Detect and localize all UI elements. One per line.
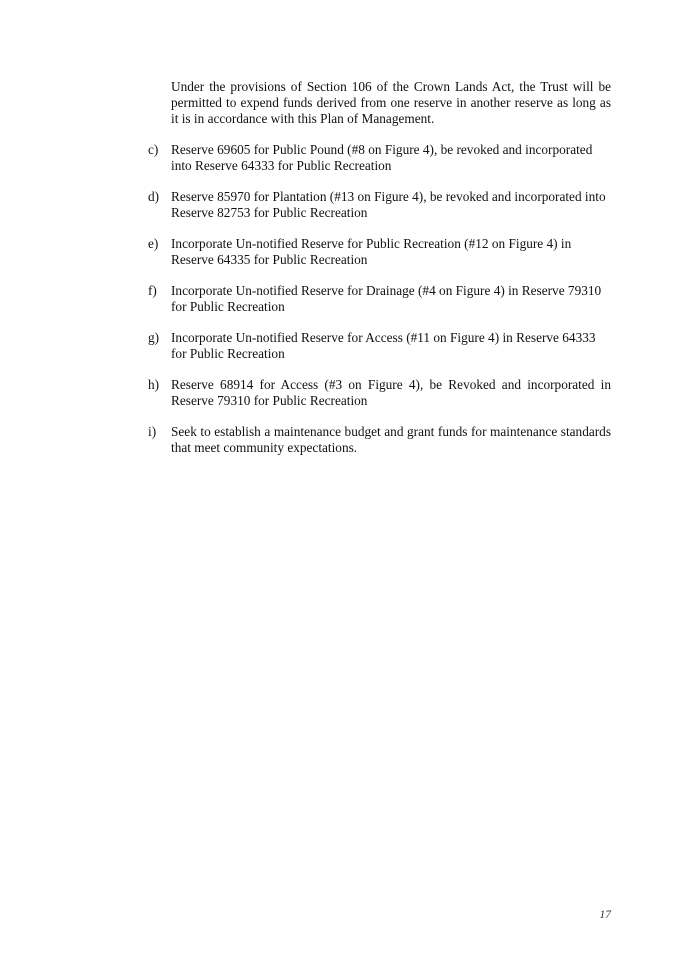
list-item-text: Reserve 69605 for Public Pound (#8 on Figure 4), be revoked and incorporated into Reserve 64333 for Public Recreation <box>171 142 593 173</box>
list-item-marker: f) <box>148 283 157 298</box>
list-item-text: Incorporate Un-notified Reserve for Public Recreation (#12 on Figure 4) in Reserve 64335 for Public Recreation <box>171 236 572 267</box>
intro-paragraph: Under the provisions of Section 106 of the Crown Lands Act, the Trust will be permitted to expend funds derived from one reserve in another reserve as long as it is in accordance with this Plan of Management. <box>171 79 611 126</box>
recommendation-list <box>148 142 611 471</box>
list-item <box>148 189 611 221</box>
list-item-marker: h) <box>148 377 160 392</box>
list-item-text: Seek to establish a maintenance budget and grant funds for maintenance standards that meet community expectations. <box>171 424 611 455</box>
list-item <box>148 236 611 268</box>
list-item <box>148 377 611 409</box>
list-item-marker: e) <box>148 236 159 251</box>
list-item-marker: d) <box>148 189 160 204</box>
list-item-text: Reserve 85970 for Plantation (#13 on Figure 4), be revoked and incorporated into Reserve 82753 for Public Recreation <box>171 189 606 220</box>
list-item-text: Incorporate Un-notified Reserve for Access (#11 on Figure 4) in Reserve 64333 for Public Recreation <box>171 330 596 361</box>
list-item <box>148 330 611 362</box>
list-item-text: Reserve 68914 for Access (#3 on Figure 4), be Revoked and incorporated in Reserve 79310 for Public Recreation <box>171 377 611 408</box>
page-number: 17 <box>599 909 611 921</box>
list-item <box>148 283 611 315</box>
list-item <box>148 424 611 456</box>
list-item-marker: c) <box>148 142 159 157</box>
list-item <box>148 142 611 174</box>
list-item-marker: i) <box>148 424 157 439</box>
list-item-text: Incorporate Un-notified Reserve for Drainage (#4 on Figure 4) in Reserve 79310 for Public Recreation <box>171 283 602 314</box>
list-item-marker: g) <box>148 330 160 345</box>
